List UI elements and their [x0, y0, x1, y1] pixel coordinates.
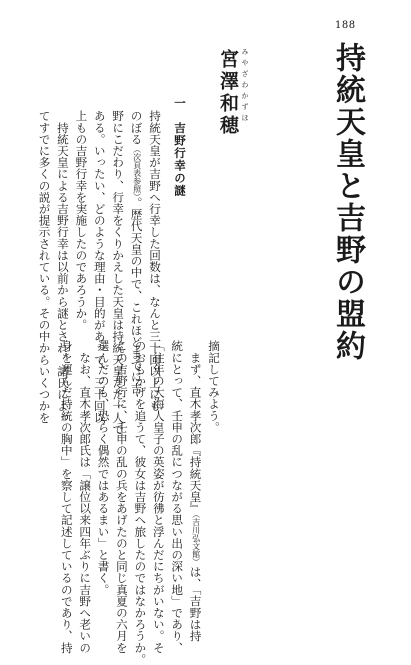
text-segment: 野にこだわり、行幸をくりかえした天皇は持統天皇ただ一人で	[111, 110, 126, 435]
text-segment: は、「吉野は持	[188, 566, 203, 642]
text-segment: 身を運んだ持統の胸中」を察して記述しているのであり、持	[59, 340, 74, 654]
text-line	[186, 340, 204, 642]
text-segment: なお、直木孝次郎氏は「譲位以来四年ぶりに吉野へ老いの	[78, 340, 93, 654]
text-line	[76, 340, 94, 654]
text-segment: のおもかげを追うて、彼女は吉野へ旅したのではなかろうか。	[133, 340, 148, 665]
text-segment: この吉野行に、壬申の乱の兵をあげたのと同じ真夏の六月を	[114, 340, 129, 654]
text-line	[131, 340, 149, 665]
text-line	[146, 110, 164, 412]
text-segment: 摘記してみよう。	[207, 340, 221, 433]
text-line	[109, 110, 127, 435]
article-title: 持統天皇と吉野の盟約	[330, 42, 365, 362]
citation-note: （次頁表参照）	[132, 144, 142, 197]
text-line	[113, 340, 131, 654]
text-segment: ある。いったい、どのような理由・目的があって、三十回以	[92, 110, 107, 424]
text-line	[149, 340, 167, 654]
text-line	[94, 340, 112, 596]
text-segment: てすでに多くの説が提示されている。その中からいくつかを	[37, 110, 52, 424]
body-text-top	[37, 110, 164, 435]
page-number: 188	[335, 20, 356, 31]
citation-note: （吉川弘文館）	[191, 514, 201, 566]
text-segment: 持統天皇が吉野へ行幸した回数は、なんと三十回以上にも	[148, 110, 162, 412]
text-line	[72, 110, 90, 360]
body-text-bottom	[17, 340, 223, 665]
text-line	[35, 110, 53, 424]
text-line	[90, 110, 108, 424]
text-segment: のぼる	[129, 110, 144, 145]
text-line	[205, 340, 223, 590]
author-name: 宮澤和穂	[217, 49, 239, 137]
text-line	[168, 340, 186, 654]
text-segment: 「往年の大海人皇子の英姿が彷彿と浮んだにちがいない。そ	[151, 340, 166, 654]
text-segment: 選んだのも、恐らく偶然ではあるまい」と書く。	[96, 340, 111, 596]
text-line	[57, 340, 75, 654]
section-heading: 一 吉野行幸の謎	[173, 97, 187, 197]
text-segment: 上もの吉野行幸を実施したのであろうか。	[74, 110, 89, 331]
text-line	[127, 110, 145, 395]
author-ruby: みやざわかずほ	[241, 48, 249, 125]
text-segment: 。歴代天皇の中で、これほどまでに吉	[129, 196, 144, 395]
text-line	[54, 110, 72, 424]
text-segment: まず、直木孝次郎『持統天皇』	[188, 340, 203, 514]
text-segment: 持統天皇による吉野行幸は以前から謎とされ、諸氏によっ	[55, 110, 70, 424]
text-segment: 統にとって、壬申の乱につながる思い出の深い地」であり、	[170, 340, 185, 654]
